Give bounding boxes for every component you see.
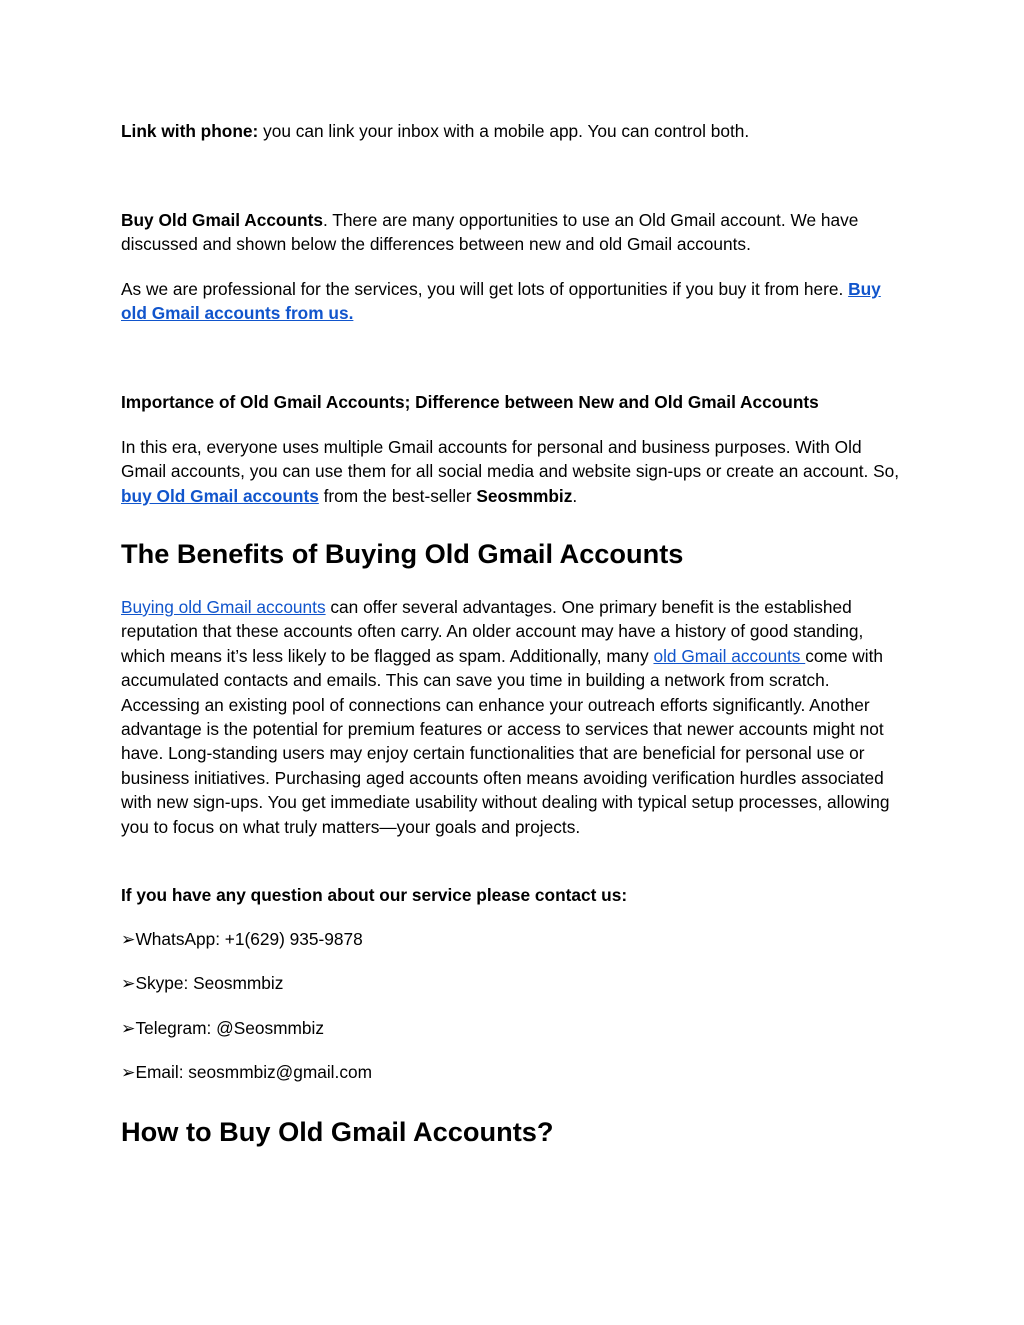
link-phone-label: Link with phone:	[121, 121, 259, 141]
intro-title: Buy Old Gmail Accounts	[121, 210, 323, 230]
old-gmail-accounts-link[interactable]: old Gmail accounts	[653, 645, 806, 666]
benefits-heading: The Benefits of Buying Old Gmail Accounts	[121, 538, 684, 569]
benefits-paragraph	[121, 595, 903, 839]
importance-paragraph	[121, 435, 903, 508]
contact-email: ➢Email: seosmmbiz@gmail.com	[121, 1062, 372, 1082]
buy-old-gmail-accounts-link[interactable]: buy Old Gmail accounts	[121, 485, 319, 506]
benefits-text-2: come with accumulated contacts and emails. This can save you time in building a network from scratch. Accessing an existing pool of connections can enhance your outreach efforts significantly. Another advantage is the potential for premium features or access to services that newer accounts might not have. Long-standing users may enjoy certain functionalities that are beneficial for personal use or business initiatives. Purchasing aged accounts often means avoiding verification hurdles associated with new sign-ups. You get immediate usability without dealing with typical setup processes, allowing you to focus on what truly matters—your goals and projects.	[121, 645, 890, 837]
buying-old-gmail-accounts-link[interactable]: Buying old Gmail accounts	[121, 597, 326, 617]
professional-paragraph	[121, 277, 903, 326]
link-phone-paragraph	[121, 119, 903, 143]
contact-telegram: ➢Telegram: @Seosmmbiz	[121, 1018, 324, 1038]
contact-whatsapp: ➢WhatsApp: +1(629) 935-9878	[121, 929, 363, 949]
brand-name: Seosmmbiz	[476, 485, 573, 506]
importance-heading: Importance of Old Gmail Accounts; Difference between New and Old Gmail Accounts	[121, 392, 819, 412]
contact-heading: If you have any question about our service please contact us:	[121, 885, 628, 905]
link-phone-text: you can link your inbox with a mobile app. You can control both.	[258, 121, 750, 141]
contact-skype: ➢Skype: Seosmmbiz	[121, 973, 284, 993]
intro-paragraph	[121, 208, 903, 257]
how-to-heading: How to Buy Old Gmail Accounts?	[121, 1116, 554, 1147]
importance-text-middle: from the best-seller	[318, 485, 477, 506]
buy-from-us-link[interactable]: Buy old Gmail accounts from us.	[121, 279, 881, 324]
intro-text: . There are many opportunities to use an Old Gmail account. We have discussed and shown below the differences between new and old Gmail accounts.	[121, 210, 859, 255]
professional-text: As we are professional for the services, you will get lots of opportunities if you buy it from here.	[121, 279, 849, 299]
importance-text-before: In this era, everyone uses multiple Gmail accounts for personal and business purposes. With Old Gmail accounts, you can use them for all social media and website sign-ups or create an account. So,	[121, 437, 900, 482]
importance-text-end: .	[572, 485, 578, 506]
benefits-text-1: can offer several advantages. One primary benefit is the established reputation that these accounts often carry. An older account may have a history of good standing, which means it’s less likely to be flagged as spam. Additionally, many	[121, 597, 864, 666]
